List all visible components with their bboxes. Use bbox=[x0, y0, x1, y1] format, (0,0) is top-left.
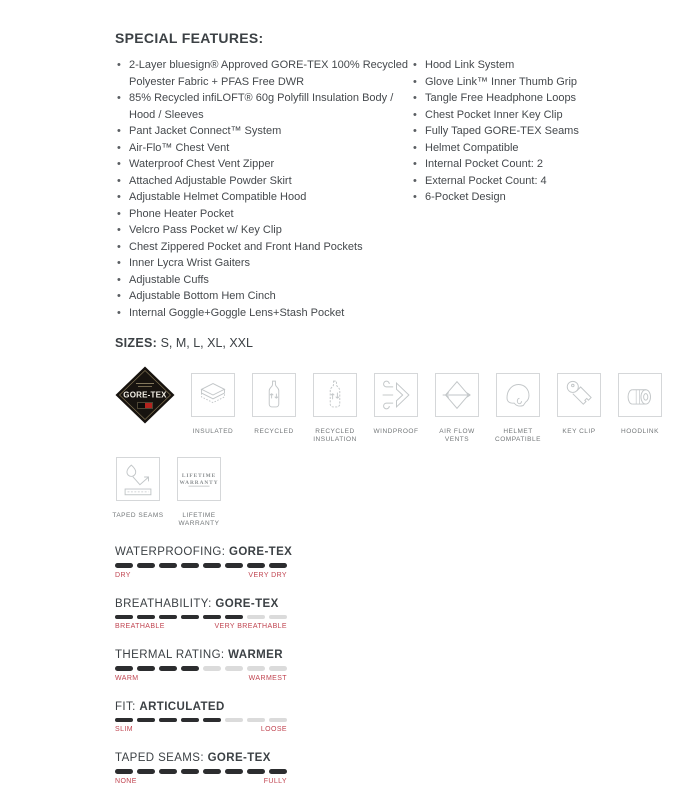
icon-cell bbox=[115, 366, 175, 428]
rating-block bbox=[115, 752, 680, 785]
rating-max-label: VERY DRY bbox=[248, 571, 287, 579]
rating-title bbox=[115, 546, 680, 558]
features-column-left bbox=[115, 57, 411, 321]
insulated-icon bbox=[191, 373, 235, 417]
rating-scale bbox=[115, 572, 287, 579]
rating-value: WARMER bbox=[228, 649, 283, 661]
rating-label: FIT: bbox=[115, 700, 136, 713]
rating-segment bbox=[137, 563, 155, 568]
icon-label: INSULATED bbox=[192, 428, 234, 435]
air-flow-vents-icon bbox=[435, 373, 479, 417]
rating-min-label: BREATHABLE bbox=[115, 623, 165, 630]
rating-segment bbox=[225, 563, 243, 568]
rating-scale bbox=[115, 778, 287, 785]
icon-label: LIFETIME WARRANTY bbox=[178, 512, 220, 527]
lifetime-warranty-box-line2: WARRANTY bbox=[179, 479, 219, 486]
rating-label: WATERPROOFING: bbox=[115, 546, 226, 558]
icon-label: HELMET COMPATIBLE bbox=[495, 428, 541, 443]
rating-segment bbox=[181, 718, 199, 723]
features-column-right bbox=[411, 57, 680, 321]
icon-cell bbox=[617, 366, 663, 436]
icon-label: RECYCLED INSULATION bbox=[313, 428, 357, 443]
rating-segment bbox=[225, 769, 243, 774]
icon-cell bbox=[112, 450, 164, 520]
rating-bar bbox=[115, 769, 287, 774]
rating-segment bbox=[269, 615, 287, 620]
rating-label: TAPED SEAMS: bbox=[115, 752, 204, 764]
feature-item: • 85% Recycled infiLOFT® 60g Polyfill Insulation Body / Hood / Sleeves bbox=[115, 90, 411, 123]
rating-bar bbox=[115, 718, 287, 723]
icon-row1 bbox=[115, 366, 680, 444]
feature-item: • Fully Taped GORE-TEX Seams bbox=[411, 123, 680, 140]
helmet-compatible-icon bbox=[496, 373, 540, 417]
feature-item: • 2-Layer bluesign® Approved GORE-TEX 100% Recycled Polyester Fabric + PFAS Free DWR bbox=[115, 57, 411, 90]
rating-block bbox=[115, 701, 680, 734]
rating-bar bbox=[115, 563, 287, 568]
rating-segment bbox=[269, 718, 287, 723]
icon-cell bbox=[312, 366, 358, 444]
feature-item: • Glove Link™ Inner Thumb Grip bbox=[411, 74, 680, 91]
icon-cell bbox=[495, 366, 541, 444]
rating-segment bbox=[225, 718, 243, 723]
feature-item: • External Pocket Count: 4 bbox=[411, 173, 680, 190]
rating-segment bbox=[159, 769, 177, 774]
rating-max-label: WARMEST bbox=[248, 674, 287, 682]
rating-title bbox=[115, 598, 680, 610]
rating-segment bbox=[269, 666, 287, 671]
rating-segment bbox=[137, 615, 155, 620]
feature-item: • Helmet Compatible bbox=[411, 140, 680, 157]
feature-item: • Adjustable Helmet Compatible Hood bbox=[115, 189, 411, 206]
feature-item: • Hood Link System bbox=[411, 57, 680, 74]
icon-row2 bbox=[112, 450, 680, 528]
rating-segment bbox=[225, 615, 243, 620]
lifetime-warranty-box-line1: LIFETIME bbox=[181, 473, 217, 480]
special-features-heading: SPECIAL FEATURES: bbox=[115, 30, 264, 46]
rating-segment bbox=[115, 563, 133, 568]
feature-item: • Adjustable Cuffs bbox=[115, 272, 411, 289]
rating-min-label: SLIM bbox=[115, 726, 133, 733]
windproof-icon bbox=[374, 373, 418, 417]
rating-segment bbox=[181, 769, 199, 774]
feature-item: • 6-Pocket Design bbox=[411, 189, 680, 206]
icon-label: HOODLINK bbox=[621, 428, 659, 435]
rating-segment bbox=[115, 615, 133, 620]
icon-cell bbox=[251, 366, 297, 436]
rating-segment bbox=[269, 563, 287, 568]
rating-block bbox=[115, 649, 680, 682]
rating-segment bbox=[181, 615, 199, 620]
feature-item: • Chest Pocket Inner Key Clip bbox=[411, 107, 680, 124]
feature-item: • Internal Goggle+Goggle Lens+Stash Pocket bbox=[115, 305, 411, 322]
feature-item: • Air-Flo™ Chest Vent bbox=[115, 140, 411, 157]
rating-bar bbox=[115, 666, 287, 671]
rating-bar bbox=[115, 615, 287, 620]
feature-item: • Adjustable Bottom Hem Cinch bbox=[115, 288, 411, 305]
icon-label: AIR FLOW VENTS bbox=[439, 428, 475, 443]
rating-segment bbox=[247, 666, 265, 671]
rating-value: ARTICULATED bbox=[139, 700, 225, 713]
icon-cell bbox=[556, 366, 602, 436]
rating-segment bbox=[247, 769, 265, 774]
rating-value: GORE-TEX bbox=[228, 546, 293, 558]
rating-min-label: WARM bbox=[115, 674, 139, 682]
taped-seams-icon bbox=[116, 457, 160, 501]
icon-cell bbox=[176, 450, 222, 528]
rating-max-label: FULLY bbox=[263, 777, 287, 785]
rating-min-label: NONE bbox=[115, 777, 137, 785]
feature-item: • Inner Lycra Wrist Gaiters bbox=[115, 255, 411, 272]
special-features-list bbox=[115, 57, 680, 321]
rating-scale bbox=[115, 675, 287, 682]
rating-label: THERMAL RATING: bbox=[115, 649, 225, 661]
rating-title bbox=[115, 701, 680, 713]
rating-segment bbox=[181, 666, 199, 671]
rating-segment bbox=[159, 718, 177, 723]
rating-segment bbox=[159, 615, 177, 620]
feature-item: • Attached Adjustable Powder Skirt bbox=[115, 173, 411, 190]
rating-segment bbox=[137, 769, 155, 774]
key-clip-icon bbox=[557, 373, 601, 417]
rating-max-label: LOOSE bbox=[260, 726, 287, 733]
rating-segment bbox=[269, 769, 287, 774]
feature-item: • Chest Zippered Pocket and Front Hand Pockets bbox=[115, 239, 411, 256]
rating-segment bbox=[203, 769, 221, 774]
rating-scale bbox=[115, 726, 287, 733]
ratings-section bbox=[115, 546, 680, 785]
sizes-label: SIZES: bbox=[115, 336, 158, 350]
icon-label: RECYCLED bbox=[254, 428, 294, 435]
rating-block bbox=[115, 546, 680, 579]
feature-item: • Tangle Free Headphone Loops bbox=[411, 90, 680, 107]
rating-min-label: DRY bbox=[115, 571, 131, 579]
feature-item: • Internal Pocket Count: 2 bbox=[411, 156, 680, 173]
rating-max-label: VERY BREATHABLE bbox=[214, 623, 287, 630]
rating-segment bbox=[247, 563, 265, 568]
rating-segment bbox=[115, 769, 133, 774]
rating-segment bbox=[203, 718, 221, 723]
icon-label: WINDPROOF bbox=[373, 428, 419, 435]
hoodlink-icon bbox=[618, 373, 662, 417]
icon-label: KEY CLIP bbox=[562, 428, 596, 435]
feature-icon-grid bbox=[112, 366, 680, 528]
rating-value: GORE-TEX bbox=[215, 597, 279, 610]
feature-item: • Velcro Pass Pocket w/ Key Clip bbox=[115, 222, 411, 239]
rating-segment bbox=[115, 666, 133, 671]
rating-label: BREATHABILITY: bbox=[115, 597, 212, 610]
rating-segment bbox=[159, 666, 177, 671]
rating-segment bbox=[137, 666, 155, 671]
rating-segment bbox=[203, 563, 221, 568]
rating-segment bbox=[247, 615, 265, 620]
recycled-icon bbox=[252, 373, 296, 417]
feature-item: • Pant Jacket Connect™ System bbox=[115, 123, 411, 140]
goretex-logo-text: GORE-TEX bbox=[123, 390, 167, 400]
feature-item: • Phone Heater Pocket bbox=[115, 206, 411, 223]
goretex-logo-icon bbox=[115, 366, 175, 424]
icon-cell bbox=[373, 366, 419, 436]
rating-title bbox=[115, 752, 680, 764]
rating-scale bbox=[115, 623, 287, 630]
rating-segment bbox=[181, 563, 199, 568]
rating-title bbox=[115, 649, 680, 661]
icon-label: TAPED SEAMS bbox=[112, 512, 164, 519]
recycled-insulation-icon bbox=[313, 373, 357, 417]
icon-cell bbox=[190, 366, 236, 436]
sizes-values: S, M, L, XL, XXL bbox=[157, 336, 253, 350]
sizes-line bbox=[115, 336, 680, 350]
feature-item: • Waterproof Chest Vent Zipper bbox=[115, 156, 411, 173]
rating-segment bbox=[247, 718, 265, 723]
lifetime-warranty-icon bbox=[177, 457, 221, 501]
rating-segment bbox=[159, 563, 177, 568]
rating-segment bbox=[203, 666, 221, 671]
rating-block bbox=[115, 598, 680, 631]
rating-segment bbox=[203, 615, 221, 620]
rating-segment bbox=[225, 666, 243, 671]
rating-value: GORE-TEX bbox=[207, 752, 271, 764]
rating-segment bbox=[115, 718, 133, 723]
rating-segment bbox=[137, 718, 155, 723]
icon-cell bbox=[434, 366, 480, 444]
